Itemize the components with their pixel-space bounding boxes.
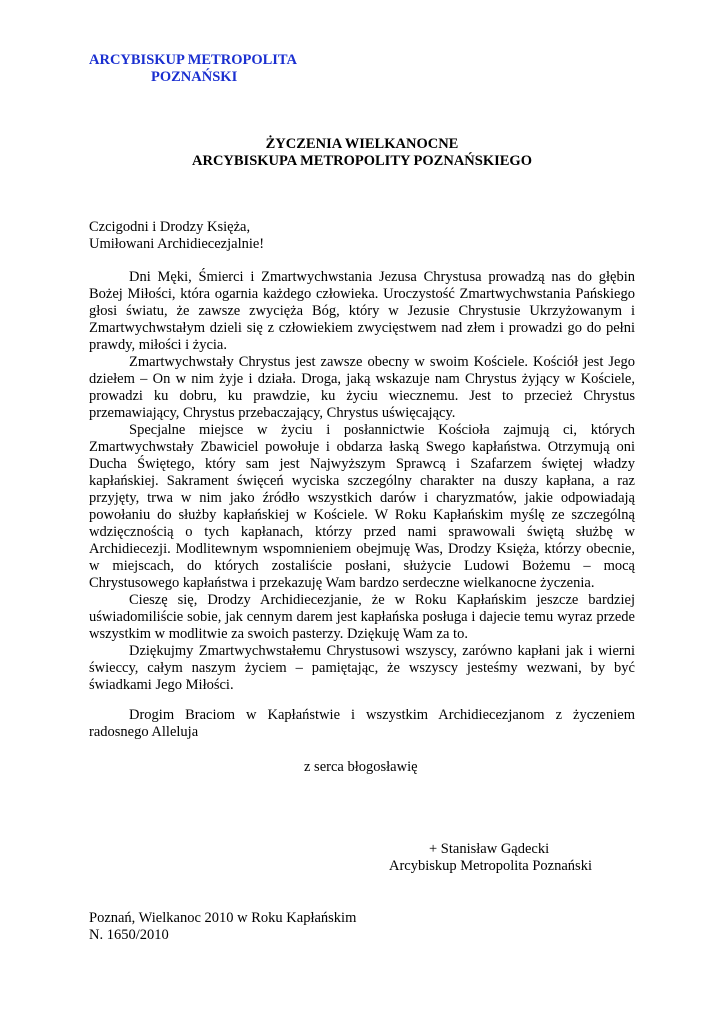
title-line-1: ŻYCZENIA WIELKANOCNE: [265, 136, 459, 152]
paragraph: Dni Męki, Śmierci i Zmartwychwstania Jezusa Chrystusa prowadzą nas do głębin Bożej Miłości, która ogarnia każdego człowieka. Uroczystość Zmartwychwstania Pańskiego głosi światu, że zawsze zwycięża Bóg, który w Jezusie Chrystusie Ukrzyżowanym i Zmartwychwstałym dzieli się z człowiekiem zwycięstwem nad złem i prowadzi go do pełni prawdy, miłości i życia.: [89, 269, 635, 353]
letterhead: [89, 52, 329, 86]
signature-name: + Stanisław Gądecki: [429, 841, 550, 857]
greeting-line-2: Umiłowani Archidiecezjalnie!: [89, 236, 265, 252]
paragraph: Dziękujmy Zmartwychwstałemu Chrystusowi wszyscy, zarówno kapłani jak i wierni świeccy, całym naszym życiem – pamiętając, że wszyscy jesteśmy wezwani, by być świadkami Jego Miłości.: [89, 643, 635, 693]
document-number: N. 1650/2010: [89, 927, 169, 943]
document-title: [89, 136, 635, 170]
greeting-line-1: Czcigodni i Drodzy Księża,: [89, 219, 251, 235]
place-date: Poznań, Wielkanoc 2010 w Roku Kapłańskim: [89, 910, 357, 926]
signature-block: [389, 841, 599, 875]
paragraph: Specjalne miejsce w życiu i posłannictwie Kościoła zajmują ci, których Zmartwychwstały Zbawiciel powołuje i obdarza łaską Swego kapłaństwa. Otrzymują oni Ducha Świętego, który sam jest Najwyższym Sprawcą i Szafarzem świętej władzy kapłańskiej. Sakrament święceń wyciska szczególny charakter na duszy kapłana, a raz przyjęty, trwa w nim jako źródło wszystkich darów i charyzmatów, jakie odpowiadają powołaniu do służby kapłańskiej w Kościele. W Roku Kapłańskim myślę ze szczególną wdzięcznością o tych kapłanach, którzy przed nami sprawowali świętą służbę w Archidiecezji. Modlitewnym wspomnieniem obejmuję Was, Drodzy Księża, którzy obecnie, w miejscach, do których zostaliście posłani, służycie Ludowi Bożemu – mocą Chrystusowego kapłaństwa i przekazuję Wam bardzo serdeczne wielkanocne życzenia.: [89, 422, 635, 591]
paragraph: Cieszę się, Drodzy Archidiecezjanie, że w Roku Kapłańskim jeszcze bardziej uświadomiliście sobie, jak cennym darem jest kapłańska posługa i dajecie temu wyraz przede wszystkim w modlitwie za swoich pasterzy. Dziękuję Wam za to.: [89, 592, 635, 642]
closing-wish: Drogim Braciom w Kapłaństwie i wszystkim Archidiecezjanom z życzeniem radosnego Alleluja: [89, 707, 635, 740]
greeting: [89, 219, 635, 253]
blessing: z serca błogosławię: [304, 759, 418, 775]
letterhead-line-1: ARCYBISKUP METROPOLITA: [89, 52, 297, 68]
letterhead-line-2: POZNAŃSKI: [151, 69, 238, 85]
paragraph: Zmartwychwstały Chrystus jest zawsze obecny w swoim Kościele. Kościół jest Jego dziełem – On w nim żyje i działa. Droga, jaką wskazuje nam Chrystus żyjący w Kościele, prowadzi ku dobru, ku prawdzie, ku życiu wiecznemu. Jest to przecież Chrystus przemawiający, Chrystus przebaczający, Chrystus uświęcający.: [89, 354, 635, 421]
title-line-2: ARCYBISKUPA METROPOLITY POZNAŃSKIEGO: [192, 153, 532, 169]
letter-body: [89, 269, 635, 694]
footer: [89, 910, 356, 944]
signature-role: Arcybiskup Metropolita Poznański: [389, 858, 592, 874]
